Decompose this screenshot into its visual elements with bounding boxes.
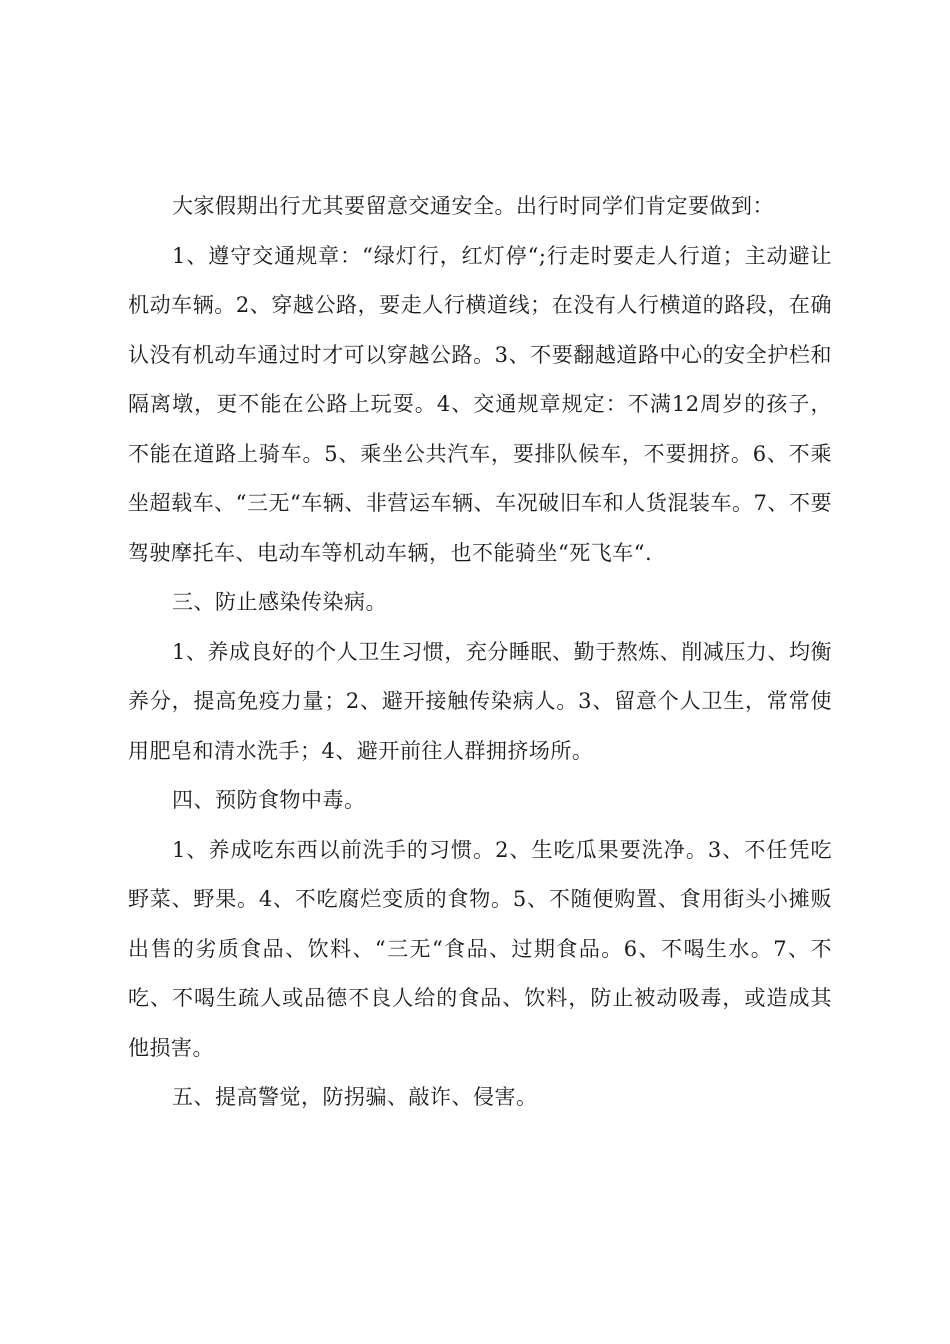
document-body xyxy=(128,182,832,1123)
paragraph-traffic-rules: 1、遵守交通规章：“绿灯行，红灯停“;行走时要走人行道；主动避让机动车辆。2、穿越公路，要走人行横道线；在没有人行横道的路段，在确认没有机动车通过时才可以穿越公路。3、不要翻越道路中心的安全护栏和隔离墩，更不能在公路上玩耍。4、交通规章规定：不满12周岁的孩子，不能在道路上骑车。5、乘坐公共汽车，要排队候车，不要拥挤。6、不乘坐超载车、“三无“车辆、非营运车辆、车况破旧车和人货混装车。7、不要驾驶摩托车、电动车等机动车辆，也不能骑坐“死飞车“. xyxy=(128,243,832,565)
section-heading-disease: 三、防止感染传染病。 xyxy=(172,590,387,614)
paragraph-food-safety: 1、养成吃东西以前洗手的习惯。2、生吃瓜果要洗净。3、不任凭吃野菜、野果。4、不吃腐烂变质的食物。5、不随便购置、食用街头小摊贩出售的劣质食品、饮料、“三无“食品、过期食品。6、不喝生水。7、不吃、不喝生疏人或品德不良人给的食品、饮料，防止被动吸毒，或造成其他损害。 xyxy=(128,837,832,1060)
section-heading-vigilance: 五、提高警觉，防拐骗、敲诈、侵害。 xyxy=(172,1085,538,1109)
paragraph-intro: 大家假期出行尤其要留意交通安全。出行时同学们肯定要做到： xyxy=(172,194,774,218)
paragraph-disease-prevention: 1、养成良好的个人卫生习惯，充分睡眠、勤于熬炼、削减压力、均衡养分，提高免疫力量；2、避开接触传染病人。3、留意个人卫生，常常使用肥皂和清水洗手；4、避开前往人群拥挤场所。 xyxy=(128,639,832,763)
section-heading-food-poisoning: 四、预防食物中毒。 xyxy=(172,788,366,812)
